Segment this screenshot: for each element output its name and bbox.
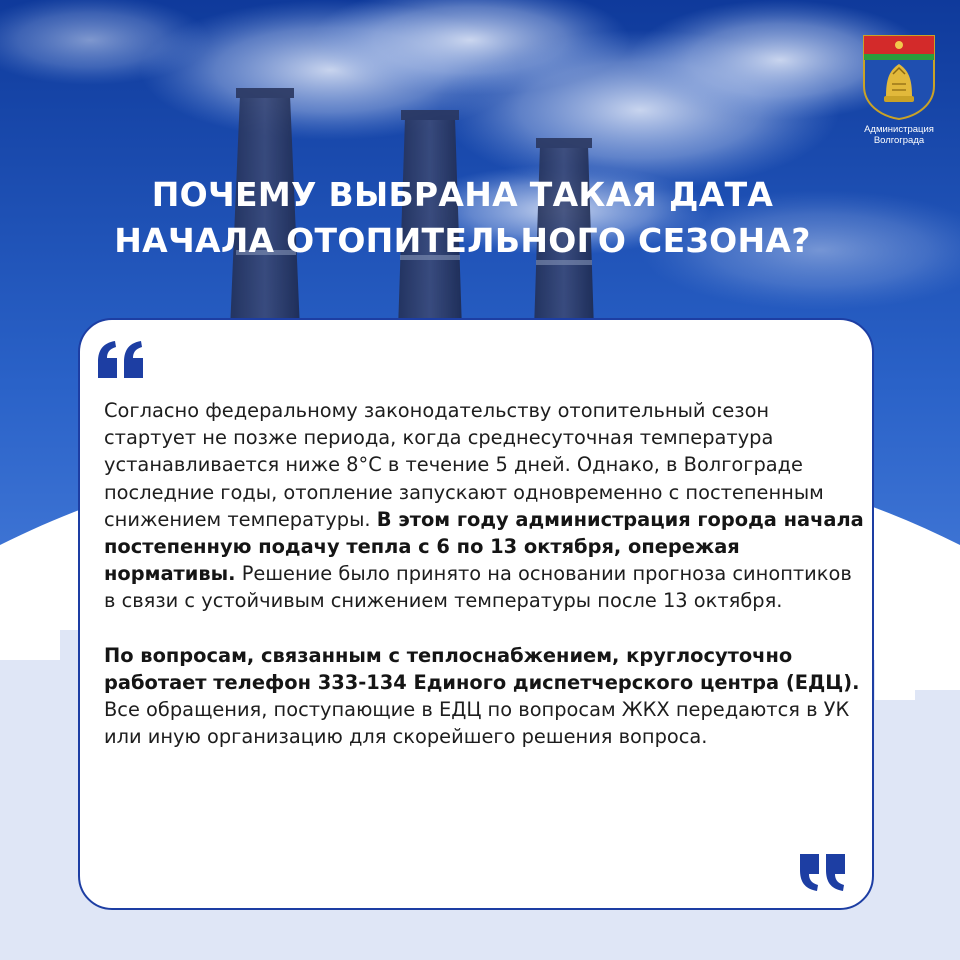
volgograd-coat-of-arms-icon — [862, 34, 936, 120]
paragraph-hotline-text: Все обращения, поступающие в ЕДЦ по вопросам ЖКХ передаются в УК или иную организацию для скорейшего решения вопроса. — [104, 698, 850, 749]
logo-caption-line2: Волгограда — [873, 135, 925, 146]
paragraph-hotline — [104, 642, 864, 751]
title-line2: НАЧАЛА ОТОПИТЕЛЬНОГО СЕЗОНА? — [114, 221, 811, 260]
paragraph-heating-date-text: Согласно федеральному законодательству отопительный сезон стартует не позже периода, когда среднесуточная температура устанавливается ниже 8°С в течение 5 дней. Однако, в Волгограде последние годы, отопление запускают одновременно с постепенным снижением температуры. — [104, 399, 824, 531]
paragraph-heating-date-highlight: В этом году администрация города начала постепенную подачу тепла с 6 по 13 октября, опережая нормативы. — [104, 507, 864, 586]
title-line1: ПОЧЕМУ ВЫБРАНА ТАКАЯ ДАТА — [151, 175, 774, 214]
paragraph-heating-date-reason: Решение было принято на основании прогноза синоптиков в связи с устойчивым снижением температуры после 13 октября. — [104, 562, 852, 613]
card-body — [104, 397, 864, 750]
paragraph-heating-date — [104, 397, 864, 615]
quote-close-icon — [796, 852, 848, 892]
logo — [856, 34, 942, 149]
quote-open-icon — [96, 340, 148, 380]
logo-caption — [856, 124, 942, 146]
logo-caption-line1: Администрация — [864, 124, 934, 135]
page-title — [0, 172, 925, 264]
paragraph-hotline-highlight: По вопросам, связанным с теплоснабжением, круглосуточно работает телефон 333-134 Единого диспетчерского центра (ЕДЦ). — [104, 643, 860, 694]
